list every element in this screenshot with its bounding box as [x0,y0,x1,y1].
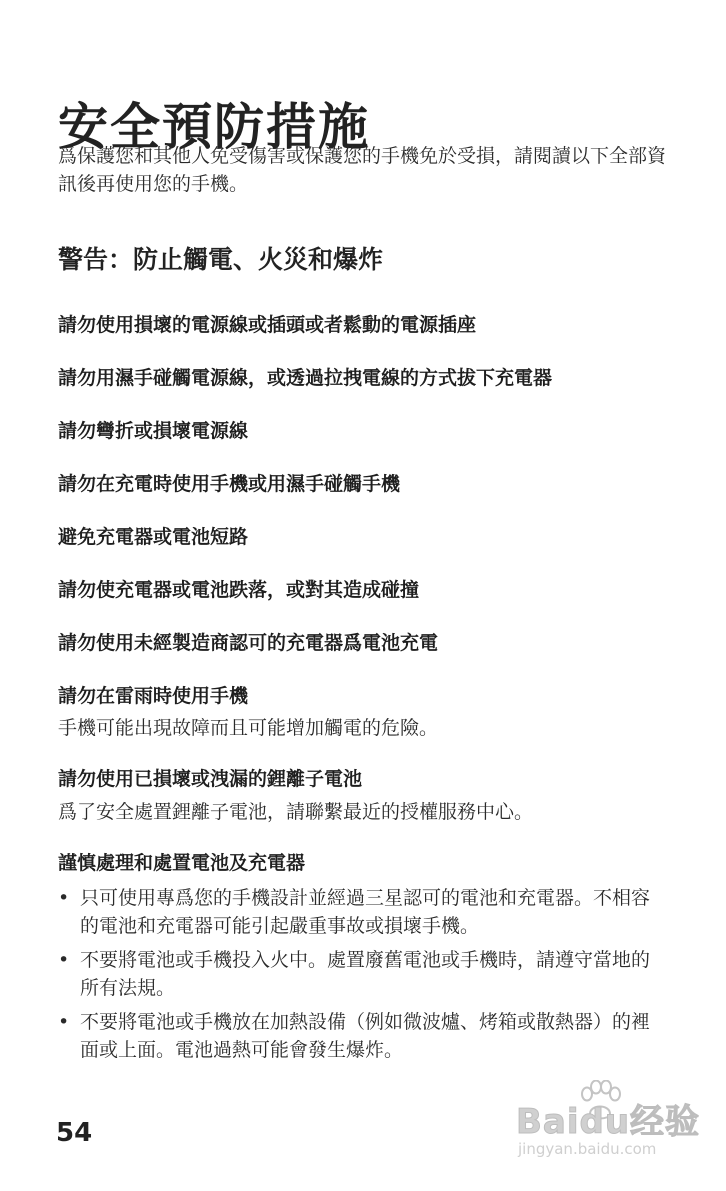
warning-item-use-while-charging: 請勿在充電時使用手機或用濕手碰觸手機 [58,473,401,495]
warning-item-handle-dispose: 謹慎處理和處置電池及充電器 [58,852,306,874]
warning-desc-thunderstorm: 手機可能出現故障而且可能增加觸電的危險。 [58,717,439,739]
list-item [58,1008,658,1064]
page-title: 安全預防措施 [58,97,370,156]
warning-item-thunderstorm: 請勿在雷雨時使用手機 [58,685,249,707]
page-number: 54 [56,1118,93,1148]
warning-item-drop-battery: 請勿使充電器或電池跌落，或對其造成碰撞 [58,579,420,601]
warning-item-unapproved-charger: 請勿使用未經製造商認可的充電器爲電池充電 [58,632,439,654]
bullet-list [58,884,658,1070]
warning-item-leaking-battery: 請勿使用已損壞或洩漏的鋰離子電池 [58,768,363,790]
bullet-icon: • [58,887,70,909]
bullet-text: 不要將電池或手機放在加熱設備（例如微波爐、烤箱或散熱器）的裡面或上面。電池過熱可能會發生爆炸。 [80,1011,651,1061]
bullet-icon: • [58,949,70,971]
warning-item-short-circuit: 避免充電器或電池短路 [58,526,249,548]
intro-paragraph: 爲保護您和其他人免受傷害或保護您的手機免於受損，請閱讀以下全部資訊後再使用您的手機。 [58,145,667,195]
bullet-text: 只可使用專爲您的手機設計並經過三星認可的電池和充電器。不相容的電池和充電器可能引起嚴重事故或損壞手機。 [80,887,651,937]
watermark-url: jingyan.baidu.com [518,1140,657,1158]
warning-item-damaged-cord: 請勿使用損壞的電源線或插頭或者鬆動的電源插座 [58,314,477,336]
warning-item-wet-hands-unplug: 請勿用濕手碰觸電源線，或透過拉拽電線的方式拔下充電器 [58,367,553,389]
warning-item-bend-cord: 請勿彎折或損壞電源線 [58,420,249,442]
baidu-watermark [516,1084,701,1174]
list-item [58,946,658,1002]
list-item [58,884,658,940]
section-heading: 警告：防止觸電、火災和爆炸 [58,245,384,274]
warning-desc-leaking-battery: 爲了安全處置鋰離子電池，請聯繫最近的授權服務中心。 [58,801,534,823]
bullet-text: 不要將電池或手機投入火中。處置廢舊電池或手機時，請遵守當地的所有法規。 [80,949,651,999]
watermark-logo: Baidu经验 [516,1102,701,1142]
bullet-icon: • [58,1011,70,1033]
